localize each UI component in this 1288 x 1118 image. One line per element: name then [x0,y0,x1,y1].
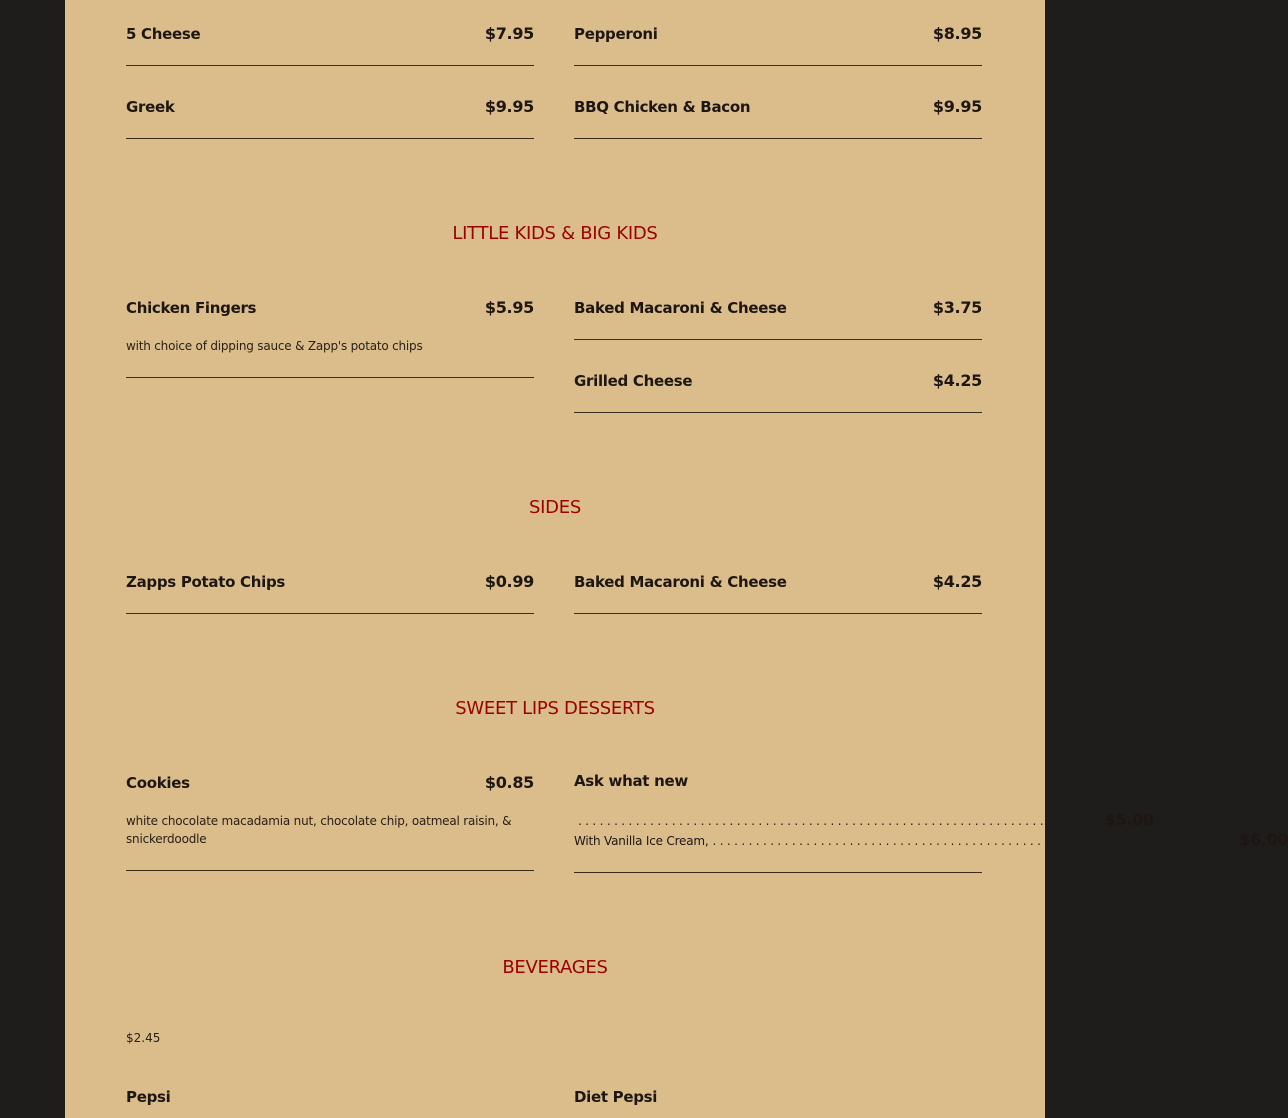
item-price: $9.95 [932,97,982,116]
item-description: white chocolate macadamia nut, chocolate chip, oatmeal raisin, & snickerdoodle [126,814,512,846]
menu-item-chicken-fingers [126,298,534,378]
section-heading-kids: LITTLE KIDS & BIG KIDS [452,223,658,244]
menu-item-greek [126,97,534,139]
item-price: $7.95 [484,24,534,43]
section-heading-beverages: BEVERAGES [502,957,608,978]
item-price: $0.85 [484,773,534,792]
option-label: With Vanilla Ice Cream, [574,834,709,848]
item-description: with choice of dipping sauce & Zapp's potato chips [126,339,423,353]
menu-item-baked-mac-cheese-side [574,572,982,614]
item-price: $4.25 [932,371,982,390]
item-price: $9.95 [484,97,534,116]
menu-panel [65,0,1288,1118]
beverage-item-pepsi: Pepsi [126,1088,171,1106]
item-name: Greek [126,98,175,116]
menu-item-5-cheese [126,24,534,66]
item-name: 5 Cheese [126,25,201,43]
item-name: Pepperoni [574,25,658,43]
item-price: $3.75 [932,298,982,317]
menu-item-grilled-cheese [574,371,982,413]
item-name: Zapps Potato Chips [126,573,286,591]
dot-leader: ......................................................................... [712,834,1240,848]
section-heading-sides: SIDES [529,497,581,518]
menu-item-ask-what-new [574,772,1288,873]
item-name: Ask what new [574,772,688,790]
item-name: Baked Macaroni & Cheese [574,299,787,317]
option-price: $6.00 [1239,830,1288,849]
menu-item-zapps-chips [126,572,534,614]
price-option [574,830,1288,850]
item-name: BBQ Chicken & Bacon [574,98,751,116]
menu-item-baked-mac-cheese-kids [574,298,982,340]
item-name: Chicken Fingers [126,299,257,317]
price-option [574,810,1154,830]
section-heading-desserts: SWEET LIPS DESSERTS [455,698,655,719]
item-price: $0.99 [484,572,534,591]
option-price: $5.00 [1104,810,1154,829]
item-price: $8.95 [932,24,982,43]
beverage-item-diet-pepsi: Diet Pepsi [574,1088,658,1106]
menu-item-bbq-chicken-bacon [574,97,982,139]
beverage-price: $2.45 [126,1031,161,1045]
item-name: Grilled Cheese [574,372,693,390]
item-name: Baked Macaroni & Cheese [574,573,787,591]
menu-item-pepperoni [574,24,982,66]
item-price: $4.25 [932,572,982,591]
dot-leader: ......................................................................... [578,814,1105,828]
item-name: Cookies [126,774,190,792]
menu-item-cookies [126,773,534,871]
item-price: $5.95 [484,298,534,317]
